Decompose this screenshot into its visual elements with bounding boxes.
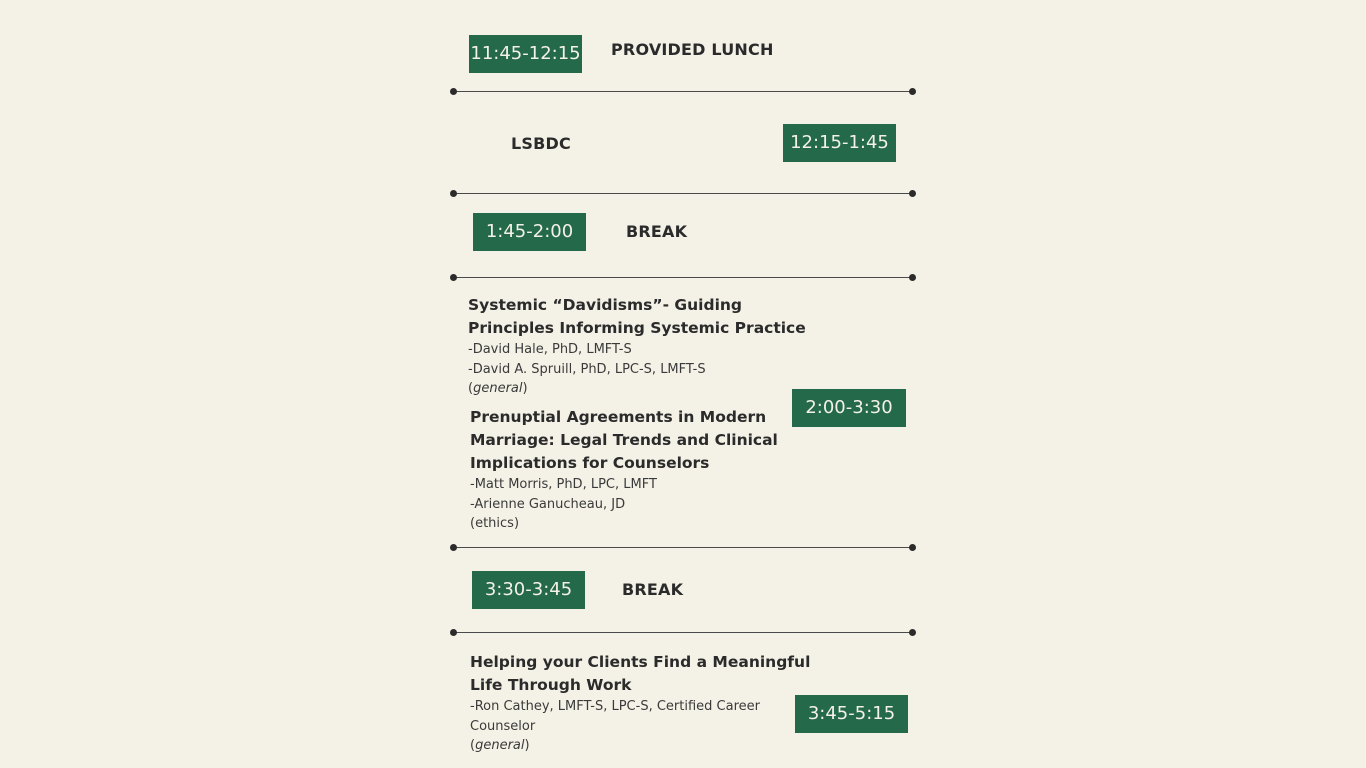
session-title: Helping your Clients Find a Meaningful [470,653,811,671]
session-title: Life Through Work [470,676,632,694]
credit-type-value: general [475,738,525,753]
session-title: Implications for Counselors [470,454,710,472]
credit-type: (ethics) [470,516,520,531]
time-badge-break1: 1:45-2:00 [473,213,586,251]
speaker: -Matt Morris, PhD, LPC, LMFT [470,477,657,492]
credit-type: (general) [470,738,530,753]
time-badge-break2: 3:30-3:45 [472,571,585,609]
speaker: -Arienne Ganucheau, JD [470,496,626,512]
divider-3 [453,277,913,278]
time-badge-lunch: 11:45-12:15 [469,35,582,73]
time-badge-block3: 3:45-5:15 [795,695,908,733]
label-break2: BREAK [622,580,684,599]
speaker: -David A. Spruill, PhD, LPC-S, LMFT-S [468,361,706,377]
label-lsbdc: LSBDC [511,134,571,153]
credit-type: (general) [468,381,528,396]
session-title: Systemic “Davidisms”- Guiding [468,296,743,314]
session-prenuptial [470,406,820,534]
session-meaningful-work [470,651,820,756]
label-break1: BREAK [626,222,688,241]
divider-2 [453,193,913,194]
time-badge-block2: 2:00-3:30 [792,389,906,427]
credit-type-value: general [473,381,523,396]
speaker: Counselor [470,718,536,734]
session-title: Principles Informing Systemic Practice [468,319,806,337]
label-lunch: PROVIDED LUNCH [611,40,774,59]
session-davidisms [468,294,818,399]
divider-4 [453,547,913,548]
divider-1 [453,91,913,92]
speaker: -Ron Cathey, LMFT-S, LPC-S, Certified Career [470,699,760,714]
session-title: Prenuptial Agreements in Modern [470,408,767,426]
time-badge-lsbdc: 12:15-1:45 [783,124,896,162]
divider-5 [453,632,913,633]
session-title: Marriage: Legal Trends and Clinical [470,431,778,449]
speaker: -David Hale, PhD, LMFT-S [468,342,632,357]
